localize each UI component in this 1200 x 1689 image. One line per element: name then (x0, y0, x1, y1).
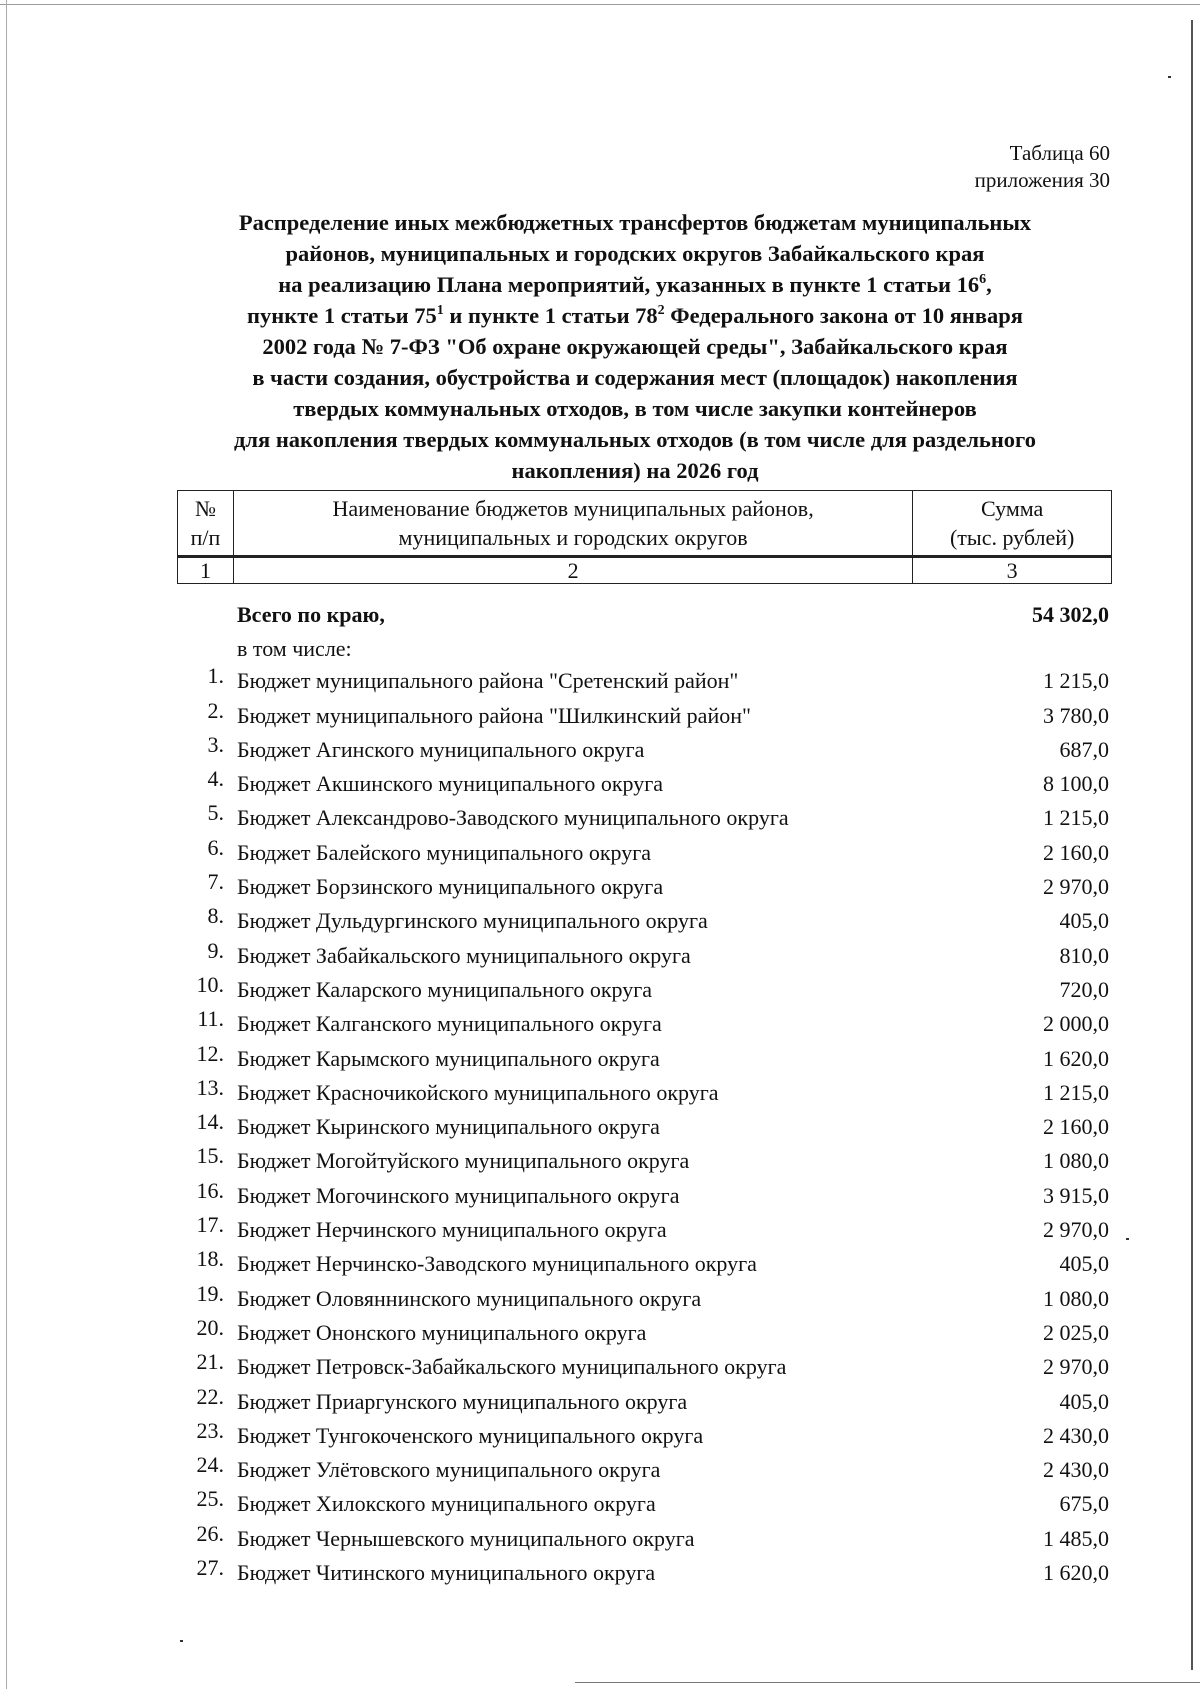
table-number: Таблица 60 (1009, 141, 1110, 165)
budget-name: Бюджет Александрово-Заводского муниципального округа (237, 805, 789, 831)
total-label: Всего по краю, (237, 602, 385, 627)
row-number: 16. (196, 1177, 224, 1203)
budget-amount: 1 215,0 (1043, 805, 1109, 831)
budget-amount: 2 430,0 (1043, 1457, 1109, 1483)
budget-name: Бюджет Балейского муниципального округа (237, 839, 652, 865)
row-number: 14. (196, 1109, 224, 1135)
row-number: 11. (197, 1006, 224, 1032)
title-line: накопления) на 2026 год (511, 458, 759, 483)
budget-name: Бюджет Приаргунского муниципального округа (237, 1388, 688, 1414)
budget-name: Бюджет Красночикойского муниципального округа (237, 1079, 719, 1105)
budget-amount: 1 620,0 (1043, 1560, 1109, 1586)
budget-amount: 3 915,0 (1043, 1182, 1109, 1208)
row-number: 9. (207, 937, 224, 963)
budget-name: Бюджет Хилокского муниципального округа (237, 1491, 656, 1517)
budget-name: Бюджет Калганского муниципального округа (237, 1011, 662, 1037)
header-cell-amount: Сумма (тыс. рублей) (913, 491, 1112, 557)
table-body (177, 598, 1112, 1590)
table-row (177, 1076, 1112, 1110)
budget-name: Бюджет Нерчинского муниципального округа (237, 1217, 667, 1243)
table-row (177, 836, 1112, 870)
title-line: твердых коммунальных отходов, в том числе закупки контейнеров (293, 396, 977, 421)
budget-amount: 687,0 (1059, 736, 1109, 762)
table-row (177, 1316, 1112, 1350)
table-row (177, 801, 1112, 835)
table-row (177, 733, 1112, 767)
row-number: 3. (207, 731, 224, 757)
budget-amount: 2 970,0 (1043, 1217, 1109, 1243)
scan-edge-bottom (575, 1682, 1200, 1683)
budget-name: Бюджет Могочинского муниципального округа (237, 1182, 680, 1208)
budget-name: Бюджет Нерчинско-Заводского муниципального округа (237, 1251, 757, 1277)
budget-amount: 2 430,0 (1043, 1422, 1109, 1448)
table-row (177, 1110, 1112, 1144)
table-row (177, 1282, 1112, 1316)
scan-edge-left (6, 0, 7, 1689)
appendix-number: приложения 30 (974, 168, 1110, 192)
title-line: Распределение иных межбюджетных трансфертов бюджетам муниципальных (238, 210, 1032, 235)
row-number: 12. (196, 1040, 224, 1066)
budget-amount: 720,0 (1059, 976, 1109, 1002)
budget-name: Бюджет муниципального района "Шилкинский район" (237, 702, 751, 728)
header-cell-name: Наименование бюджетов муниципальных районов, муниципальных и городских округов (233, 491, 912, 557)
budget-name: Бюджет Забайкальского муниципального округа (237, 942, 691, 968)
budget-name: Бюджет Петровск-Забайкальского муниципального округа (237, 1354, 787, 1380)
subtotal-label-row (177, 632, 1112, 664)
budget-name: Бюджет Борзинского муниципального округа (237, 874, 664, 900)
table-row (177, 973, 1112, 1007)
header-row (178, 491, 1112, 557)
row-number: 19. (196, 1280, 224, 1306)
budget-name: Бюджет Чернышевского муниципального округа (237, 1525, 695, 1551)
scan-speck (1168, 76, 1171, 78)
budget-name: Бюджет Дульдургинского муниципального округа (237, 908, 708, 934)
row-number: 15. (196, 1143, 224, 1169)
table-row (177, 939, 1112, 973)
budget-rows (177, 664, 1112, 1590)
budget-name: Бюджет Улётовского муниципального округа (237, 1457, 661, 1483)
budget-name: Бюджет Тунгокоченского муниципального округа (237, 1422, 704, 1448)
table-row (177, 699, 1112, 733)
table-reference (975, 140, 1110, 194)
budget-amount: 675,0 (1059, 1491, 1109, 1517)
title-line: в части создания, обустройства и содержания мест (площадок) накопления (252, 365, 1018, 390)
row-number: 21. (196, 1349, 224, 1375)
row-number: 2. (207, 697, 224, 723)
budget-amount: 1 620,0 (1043, 1045, 1109, 1071)
table-row (177, 1179, 1112, 1213)
row-number: 4. (207, 766, 224, 792)
table-row (177, 1385, 1112, 1419)
row-number: 18. (196, 1246, 224, 1272)
including-label: в том числе: (237, 636, 352, 662)
total-row (177, 598, 1112, 632)
row-number: 25. (196, 1486, 224, 1512)
budget-amount: 1 080,0 (1043, 1285, 1109, 1311)
budget-amount: 2 160,0 (1043, 839, 1109, 865)
table-header (177, 490, 1112, 584)
table-row (177, 1556, 1112, 1590)
budget-amount: 2 025,0 (1043, 1319, 1109, 1345)
title-line: пункте 1 статьи $75^1$ и пункте 1 статьи $78^2$ Федерального закона от 10 января (247, 303, 1023, 328)
row-number: 10. (196, 971, 224, 997)
budget-amount: 2 970,0 (1043, 1354, 1109, 1380)
budget-amount: 3 780,0 (1043, 702, 1109, 728)
row-number: 1. (207, 663, 224, 689)
title-line: на реализацию Плана мероприятий, указанных в пункте 1 статьи $16^6$, (278, 272, 992, 297)
budget-name: Бюджет Агинского муниципального округа (237, 736, 645, 762)
header-cell-number: № п/п (178, 491, 234, 557)
row-number: 24. (196, 1452, 224, 1478)
row-number: 20. (196, 1314, 224, 1340)
row-number: 23. (196, 1417, 224, 1443)
table-row (177, 1487, 1112, 1521)
row-number: 6. (207, 834, 224, 860)
table-row (177, 767, 1112, 801)
budget-name: Бюджет Оловяннинского муниципального округа (237, 1285, 702, 1311)
column-number-cell: 2 (233, 557, 912, 584)
table-row (177, 1350, 1112, 1384)
scan-edge-top (0, 4, 1200, 5)
title-line: районов, муниципальных и городских округов Забайкальского края (285, 241, 985, 266)
table-row (177, 1453, 1112, 1487)
row-number: 27. (196, 1555, 224, 1581)
row-number: 26. (196, 1520, 224, 1546)
budget-name: Бюджет Ононского муниципального округа (237, 1319, 647, 1345)
table-row (177, 1007, 1112, 1041)
column-number-cell: 3 (913, 557, 1112, 584)
row-number: 17. (196, 1212, 224, 1238)
budget-amount: 2 000,0 (1043, 1011, 1109, 1037)
budget-amount: 1 215,0 (1043, 668, 1109, 694)
table-row (177, 1144, 1112, 1178)
budget-amount: 2 970,0 (1043, 874, 1109, 900)
scan-speck (180, 1640, 183, 1642)
table-row (177, 1522, 1112, 1556)
table-row (177, 1042, 1112, 1076)
budget-name: Бюджет Кыринского муниципального округа (237, 1114, 660, 1140)
budget-name: Бюджет Читинского муниципального округа (237, 1560, 656, 1586)
budget-name: Бюджет Каларского муниципального округа (237, 976, 653, 1002)
column-number-cell: 1 (178, 557, 234, 584)
title-line: для накопления твердых коммунальных отходов (в том числе для раздельного (234, 427, 1036, 452)
budget-name: Бюджет Акшинского муниципального округа (237, 771, 664, 797)
row-number: 8. (207, 903, 224, 929)
document-title (160, 207, 1110, 486)
budget-amount: 8 100,0 (1043, 771, 1109, 797)
row-number: 7. (207, 869, 224, 895)
table-row (177, 870, 1112, 904)
budget-amount: 1 215,0 (1043, 1079, 1109, 1105)
table-row (177, 1213, 1112, 1247)
row-number: 22. (196, 1383, 224, 1409)
scan-speck (1126, 1238, 1129, 1240)
budget-amount: 1 485,0 (1043, 1525, 1109, 1551)
row-number: 13. (196, 1074, 224, 1100)
total-amount: 54 302,0 (1032, 602, 1109, 627)
budget-amount: 405,0 (1059, 1251, 1109, 1277)
budget-name: Бюджет Могойтуйского муниципального округа (237, 1148, 690, 1174)
budget-amount: 1 080,0 (1043, 1148, 1109, 1174)
budget-amount: 2 160,0 (1043, 1114, 1109, 1140)
row-number: 5. (207, 800, 224, 826)
table-row (177, 1247, 1112, 1281)
budget-amount: 405,0 (1059, 908, 1109, 934)
scan-edge-right (1191, 20, 1193, 1670)
budget-amount: 810,0 (1059, 942, 1109, 968)
column-number-row (178, 557, 1112, 584)
table-row (177, 664, 1112, 698)
budget-name: Бюджет муниципального района "Сретенский район" (237, 668, 739, 694)
budget-amount: 405,0 (1059, 1388, 1109, 1414)
table-row (177, 1419, 1112, 1453)
table-row (177, 904, 1112, 938)
budget-name: Бюджет Карымского муниципального округа (237, 1045, 660, 1071)
title-line: 2002 года № 7-ФЗ "Об охране окружающей среды", Забайкальского края (262, 334, 1008, 359)
